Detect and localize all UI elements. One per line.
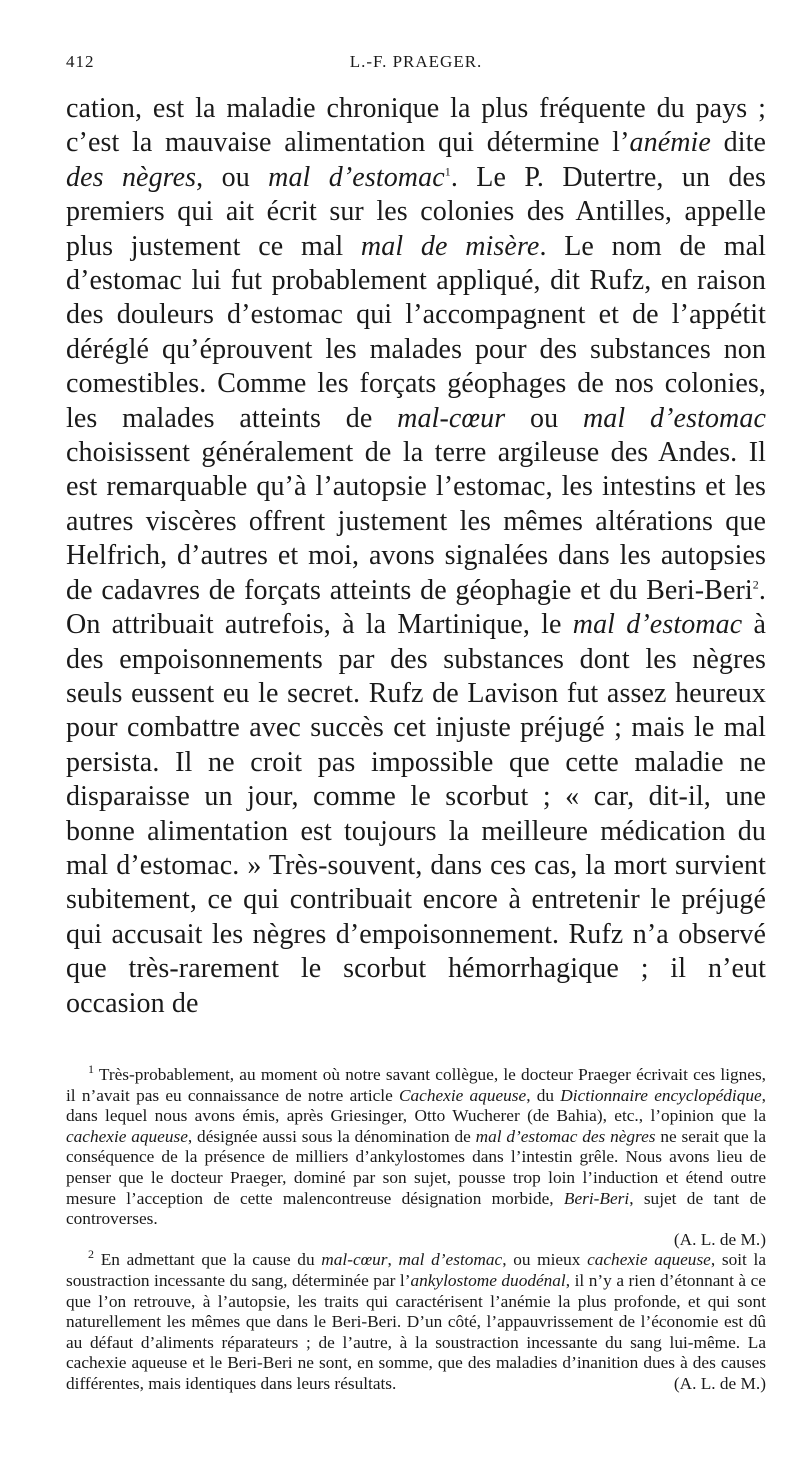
italic-term: cachexie aqueuse [66,1126,188,1146]
running-head [66,52,766,92]
italic-term: mal-cœur [397,402,506,434]
italic-term: mal d’estomac [582,402,766,434]
italic-term: Beri-Beri [563,1188,630,1208]
page-number: 412 [66,52,95,71]
footnote-ref[interactable]: 2 [752,577,759,592]
footnote-text: ne serait que la conséquence de la présence de milliers d’ankylostomes dans l’intestin grêle. Nous avons lieu de penser que le docteur Praeger, dominé par son sujet, pousse trop loin l’induction et étend outre mesure l’acception de cette malencontreuse désignation morbide, [66,1126,766,1208]
body-text-segment: dite [710,127,766,159]
footnote-signature: (A. L. de M.) [673,1229,766,1249]
body-text-segment: à des empoisonnements par des substances dont les nègres seuls eussent eu le secret. Rufz de Lavison fut assez heureux pour combattre avec succès cet injuste préjugé ; mais le mal persista. Il ne croit pas impossible que cette maladie ne disparaisse un jour, comme le scorbut ; « car, dit-il, une bonne alimentation est toujours la meilleure médication du mal d’estomac. » Très-souvent, dans ces cas, la mort survient subitement, ce qui contribuait encore à entretenir le préjugé qui accusait les nègres d’empoisonnement. Rufz n’a observé que très-rarement le scorbut hémorrhagique ; il n’eut occasion de [66,609,766,1019]
footnotes [66,1062,766,1395]
italic-term: mal d’estomac des nègres [475,1126,656,1146]
italic-term: mal d’estomac [572,609,743,641]
footnote-number: 2 [88,1247,94,1262]
footnote-text: En admettant que la cause du [100,1250,322,1270]
italic-term: mal de misère [360,230,540,262]
body-text-segment: , ou [196,161,269,193]
book-page [66,52,766,1395]
italic-term: ankylostome duodénal [410,1270,566,1290]
footnote-ref[interactable]: 1 [444,164,451,179]
footnote-1 [66,1062,766,1230]
footnote-text: , du [526,1085,561,1105]
body-paragraph [66,92,766,1021]
footnote-text: , il n’y a rien d’étonnant à ce que l’on retrouve, à l’autopsie, les traits qui caractérisent l’anémie la plus profonde, et qui sont naturellement les mêmes que dans le Beri-Beri. D’un côté, l’appauvrissement de l’économie est dû au défaut d’aliments réparateurs ; de l’autre, à la soustraction incessante du sang lui-même. La cachexie aqueuse et le Beri-Beri ne sont, en somme, que des maladies d’inanition dues à des causes différentes, mais identiques dans leurs résultats. [66,1270,766,1393]
footnote-text: , désignée aussi sous la dénomination de [187,1126,476,1146]
running-title: L.-F. PRAEGER. [349,52,483,71]
italic-term: cachexie aqueuse [587,1250,711,1270]
footnote-text: , soit la soustraction incessante du sang, déterminée par l’ [66,1250,766,1290]
footnote-text: , ou mieux [502,1250,588,1270]
footnote-signature: (A. L. de M.) [673,1374,766,1394]
footnote-text: , dans lequel nous avons émis, après Griesinger, Otto Wucherer (de Bahia), etc., l’opinion que la [66,1085,766,1126]
body-text-segment: . Le P. Dutertre, un des premiers qui ait écrit sur les colonies des Antilles, appelle plus justement ce mal [66,161,767,262]
footnote-text: , [387,1250,399,1270]
italic-term: des nègres [66,161,197,193]
footnote-2 [66,1247,766,1394]
italic-term: mal d’estomac [268,161,445,193]
italic-term: Cachexie aqueuse [399,1085,527,1105]
body-text-segment: choisissent généralement de la terre argileuse des Andes. Il est remarquable qu’à l’autopsie l’estomac, les intestins et les autres viscères offrent justement les mêmes altérations que Helfrich, d’autres et moi, avons signalées dans les autopsies de cadavres de forçats atteints de géophagie et du Beri-Beri [66,437,766,606]
footnote-text: , sujet de tant de controverses. [66,1188,766,1229]
body-text-segment: cation, est la maladie chronique la plus fréquente du pays ; c’est la mauvaise alimentation qui détermine l’ [66,93,766,159]
body-text-segment: . Le nom de mal d’estomac lui fut probablement appliqué, dit Rufz, en raison des douleurs d’estomac qui l’accompagnent et de l’appétit déréglé qu’éprouvent les malades pour des substances non comestibles. Comme les forçats géophages de nos colonies, les malades atteints de [66,230,766,434]
body-text-segment: . On attribuait autrefois, à la Martinique, le [66,574,766,641]
italic-term: anémie [629,127,711,159]
italic-term: Dictionnaire encyclopédique [560,1085,762,1105]
footnote-number: 1 [88,1062,94,1077]
italic-term: mal d’estomac [398,1250,503,1270]
body-text-segment: ou [505,402,583,434]
italic-term: mal-cœur [321,1250,388,1270]
footnote-text: Très-probablement, au moment où notre savant collègue, le docteur Praeger écrivait ces lignes, il n’avait pas eu connaissance de notre article [66,1064,766,1105]
